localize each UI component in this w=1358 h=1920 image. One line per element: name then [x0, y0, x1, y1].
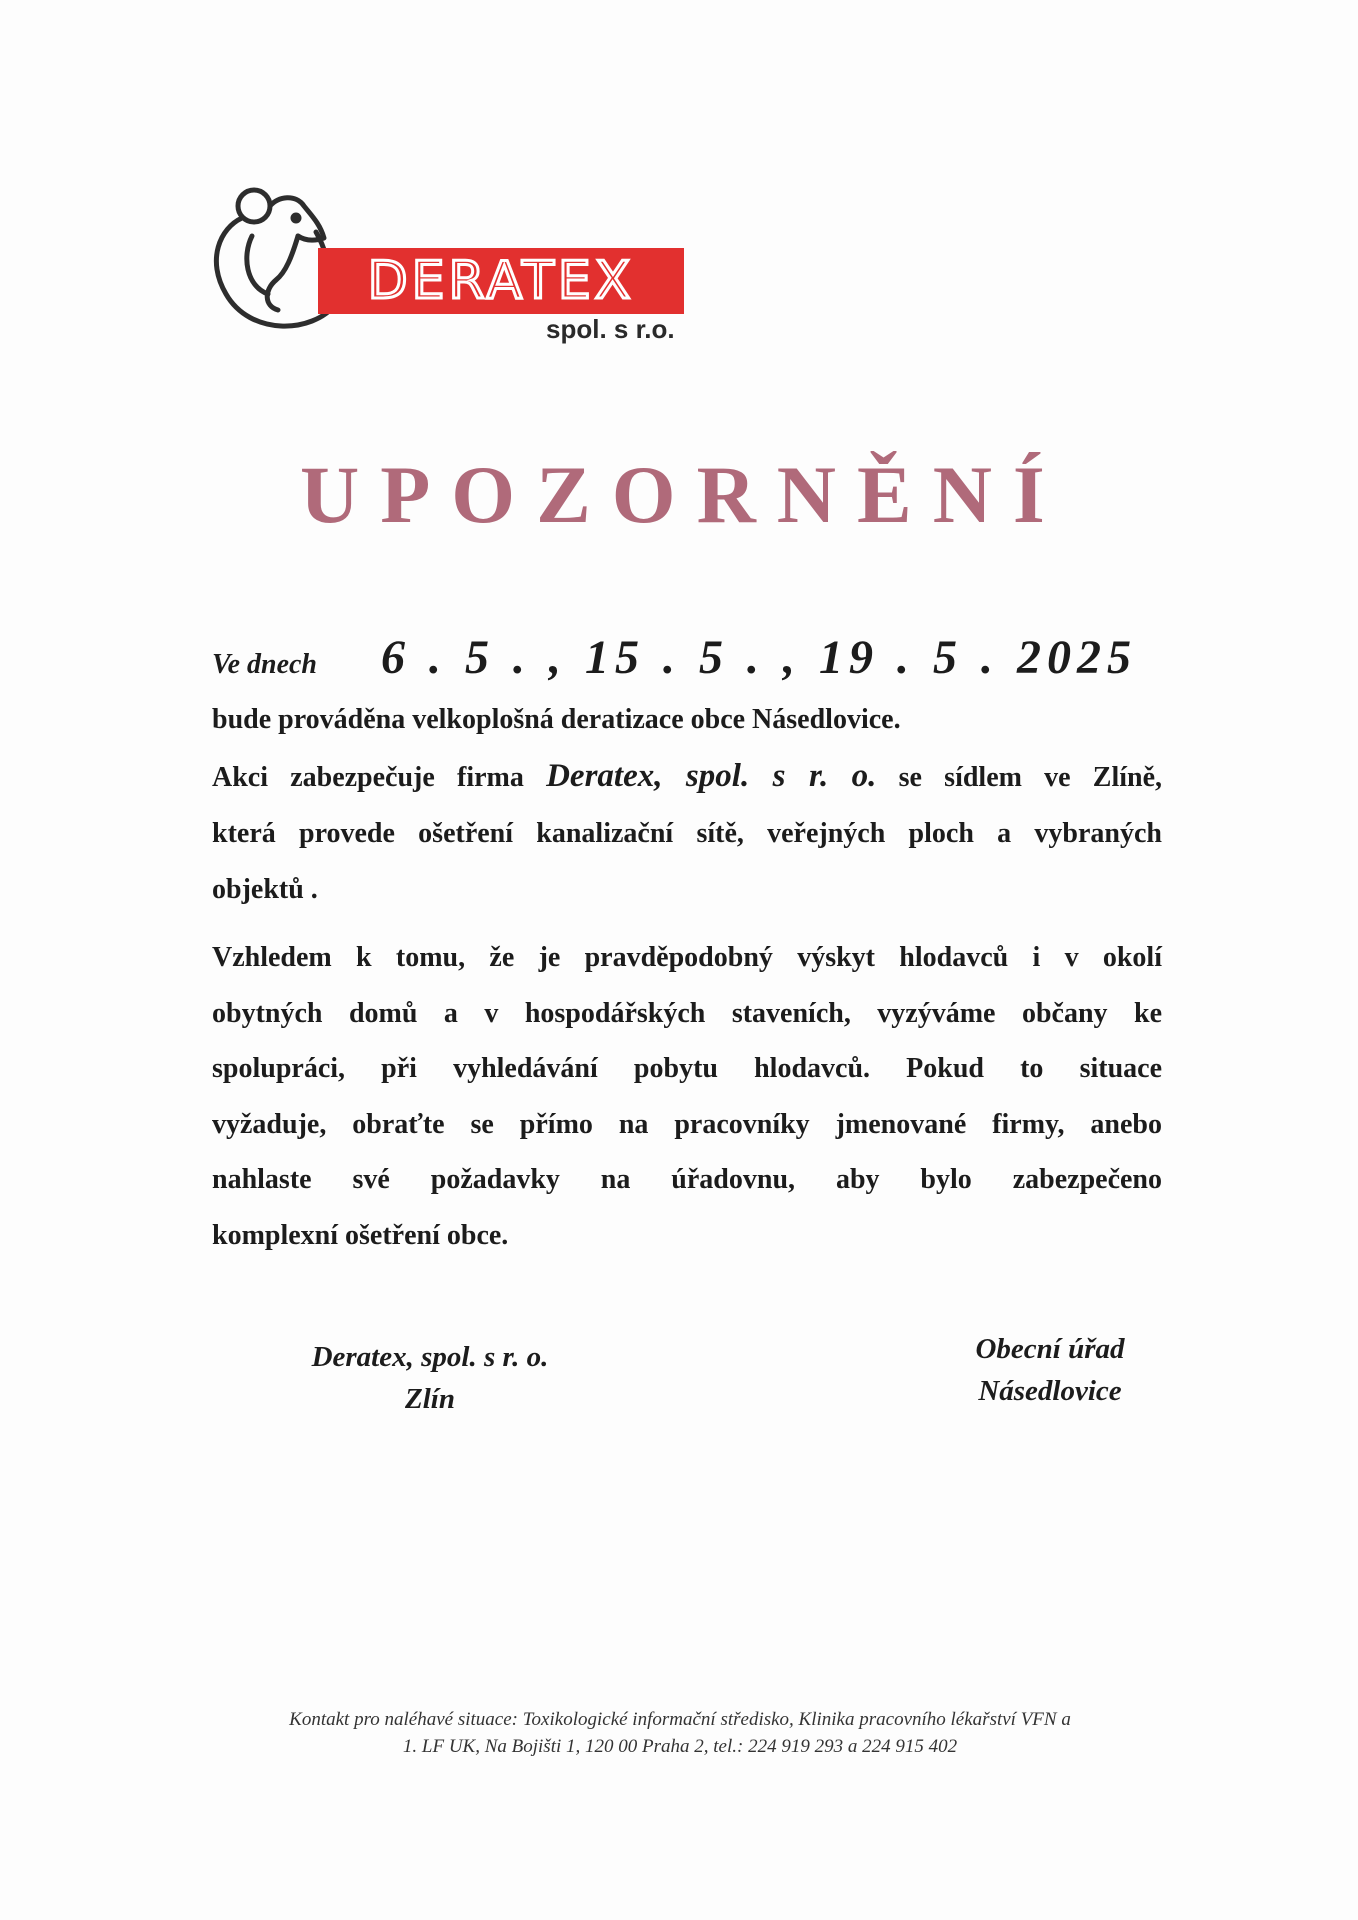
page-title: UPOZORNĚNÍ — [300, 449, 1066, 540]
dates-value: 6 . 5 . , 15 . 5 . , 19 . 5 . 2025 — [381, 631, 1137, 684]
logo-subtitle: spol. s r.o. — [546, 314, 675, 344]
company-logo — [212, 176, 692, 346]
paragraph-line: spolupráci, při vyhledávání pobytu hlodavců. Pokud to situace — [212, 1053, 1162, 1084]
company-name-inline: Deratex, spol. s r. o. — [546, 758, 877, 794]
paragraph-line — [212, 748, 1162, 806]
footer-line: 1. LF UK, Na Bojišti 1, 120 00 Praha 2, tel.: 224 919 293 a 224 915 402 — [402, 1736, 958, 1757]
paragraph-line: vyžaduje, obraťte se přímo na pracovníky jmenované firmy, anebo — [212, 1108, 1162, 1140]
logo-brand-text: DERATEX — [367, 251, 635, 311]
announcement-paragraph — [212, 692, 1162, 918]
paragraph-line: která provede ošetření kanalizační sítě, veřejných ploch a vybraných — [212, 818, 1162, 849]
signature-company — [270, 1336, 590, 1420]
logo-brand-box — [318, 248, 684, 314]
request-paragraph — [212, 930, 1162, 1263]
paragraph-line: komplexní ošetření obce. — [212, 1219, 509, 1251]
line-text: Akci zabezpečuje firma — [212, 762, 524, 793]
paragraph-line: bude prováděna velkoplošná deratizace obce Násedlovice. — [212, 704, 901, 735]
paragraph-line: obytných domů a v hospodářských staveních, vyzýváme občany ke — [212, 997, 1162, 1029]
signature-line: Zlín — [405, 1383, 455, 1415]
signature-municipality — [900, 1328, 1200, 1412]
signature-line: Násedlovice — [978, 1375, 1122, 1407]
dates-line — [212, 630, 1137, 685]
paragraph-line: Vzhledem k tomu, že je pravděpodobný výskyt hlodavců i v okolí — [212, 942, 1162, 973]
paragraph-line: objektů . — [212, 874, 318, 905]
dates-label: Ve dnech — [212, 649, 317, 680]
signature-line: Deratex, spol. s r. o. — [311, 1341, 549, 1373]
line-text: se sídlem ve Zlíně, — [898, 762, 1163, 793]
signature-line: Obecní úřad — [975, 1333, 1125, 1365]
emergency-contact-footer — [180, 1706, 1180, 1760]
paragraph-line: nahlaste své požadavky na úřadovnu, aby bylo zabezpečeno — [212, 1164, 1162, 1195]
footer-line: Kontakt pro naléhavé situace: Toxikologické informační středisko, Klinika pracovního lékařství VFN a — [289, 1709, 1071, 1730]
